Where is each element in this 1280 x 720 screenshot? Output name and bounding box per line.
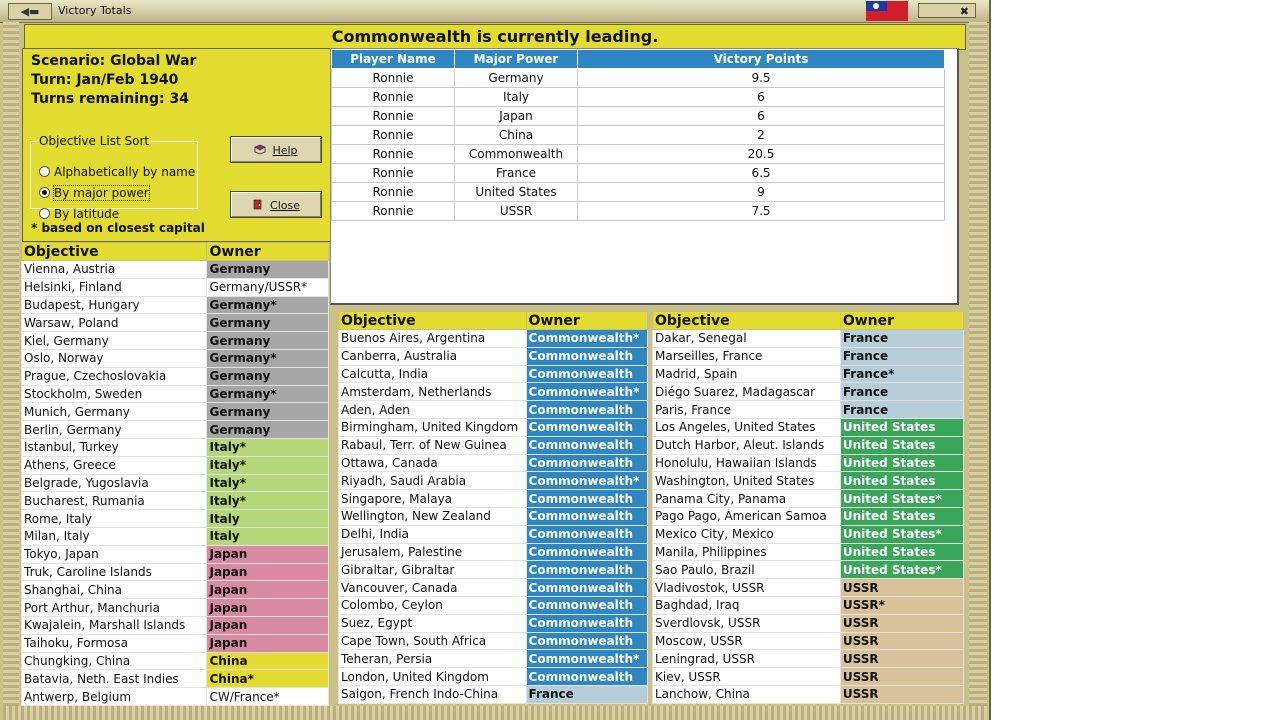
objective-owner: United States* [840,561,963,579]
objective-row [22,438,329,456]
objective-owner: United States [840,418,963,436]
objective-name: Oslo, Norway [22,349,207,367]
objective-owner: Commonwealth [526,401,647,419]
objective-owner: USSR [840,650,963,668]
objective-owner: France [840,347,963,365]
objective-name: Ottawa, Canada [339,454,527,472]
objective-name: Dutch Harbor, Aleut. Islands [653,436,841,454]
objective-name: Vladivostok, USSR [653,579,841,597]
objective-table-middle [338,311,648,704]
victory-points-cell: 20.5 [578,145,945,164]
owner-header: Owner [840,312,963,330]
col-victory-points[interactable]: Victory Points [578,50,945,69]
objective-name: Teheran, Persia [339,650,527,668]
objective-name: Wellington, New Zealand [339,507,527,525]
objective-row [653,490,964,508]
player-name-cell: Ronnie [332,126,455,145]
table-row [332,183,945,202]
window-title: Victory Totals [58,4,132,17]
table-row [332,88,945,107]
table-row [332,69,945,88]
victory-points-cell: 9 [578,183,945,202]
objective-name: Saigon, French Indo-China [339,685,527,703]
objective-name: Gibraltar, Gibraltar [339,561,527,579]
objective-row [22,545,329,563]
objective-owner: Japan [207,545,329,563]
turns-remaining-label: Turns remaining: 34 [31,91,189,107]
objective-row [653,418,964,436]
objective-row [339,685,648,703]
objective-row [22,314,329,332]
info-panel [22,48,332,242]
objective-row [22,261,329,279]
objective-owner: Commonwealth [526,614,647,632]
objective-row [653,454,964,472]
objective-name: Washington, United States [653,472,841,490]
objective-owner: Commonwealth [526,525,647,543]
player-name-cell: Ronnie [332,202,455,221]
major-power-cell: China [455,126,578,145]
objective-name: Suez, Egypt [339,614,527,632]
major-power-cell: Japan [455,107,578,126]
objective-row [22,349,329,367]
objective-row [22,599,329,617]
objective-owner: Commonwealth [526,561,647,579]
objective-owner: Italy* [207,492,329,510]
objective-header: Objective [339,312,527,330]
objective-name: Prague, Czechoslovakia [22,367,207,385]
sort-option-major-power[interactable]: By major power [39,186,149,200]
objective-owner: United States* [840,490,963,508]
objective-owner: Germany* [207,296,329,314]
objective-owner: Germany* [207,385,329,403]
objective-row [339,543,648,561]
radio-icon [39,166,50,177]
objective-owner: United States [840,507,963,525]
objective-row [339,418,648,436]
help-button[interactable]: Help [230,136,322,163]
objective-name: Marseilles, France [653,347,841,365]
objective-row [653,472,964,490]
objective-name: Shanghai, China [22,581,207,599]
table-row [332,145,945,164]
objective-name: Antwerp, Belgium [22,688,207,706]
sort-option-alphabetical[interactable]: Alphabetically by name [39,165,195,179]
objective-header: Objective [22,243,207,261]
major-power-cell: France [455,164,578,183]
objective-name: Tokyo, Japan [22,545,207,563]
objective-name: Kiev, USSR [653,668,841,686]
objective-name: Kiel, Germany [22,332,207,350]
objective-owner: Japan [207,634,329,652]
objective-name: Budapest, Hungary [22,296,207,314]
victory-points-cell: 6.5 [578,164,945,183]
objective-owner: Commonwealth [526,490,647,508]
major-power-cell: Italy [455,88,578,107]
objective-owner: Japan [207,616,329,634]
objective-row [22,474,329,492]
col-major-power[interactable]: Major Power [455,50,578,69]
objective-name: Vienna, Austria [22,261,207,279]
player-name-cell: Ronnie [332,164,455,183]
objective-owner: USSR [840,579,963,597]
objective-row [339,365,648,383]
major-power-cell: USSR [455,202,578,221]
objective-row [339,383,648,401]
objective-owner: Commonwealth [526,543,647,561]
objective-row [22,332,329,350]
objective-row [653,650,964,668]
major-power-cell: Germany [455,69,578,88]
objective-owner: Commonwealth* [526,383,647,401]
player-name-cell: Ronnie [332,145,455,164]
objective-owner: United States [840,436,963,454]
objective-name: Los Angeles, United States [653,418,841,436]
objective-name: Singapore, Malaya [339,490,527,508]
victory-points-cell: 9.5 [578,69,945,88]
objective-owner: Japan [207,563,329,581]
player-name-cell: Ronnie [332,69,455,88]
objective-name: Paris, France [653,401,841,419]
objective-owner: Japan [207,599,329,617]
objective-owner: Commonwealth [526,454,647,472]
objective-owner: Germany [207,314,329,332]
objective-row [653,383,964,401]
objective-owner: France [840,383,963,401]
objective-row [653,525,964,543]
objective-name: Munich, Germany [22,403,207,421]
objective-owner: Commonwealth* [526,472,647,490]
objective-owner: France [526,685,647,703]
victory-points-table [331,49,945,221]
objective-row [22,403,329,421]
objective-owner: USSR* [840,596,963,614]
objective-row [22,634,329,652]
objective-owner: USSR [840,668,963,686]
owner-header: Owner [207,243,329,261]
objective-row [22,510,329,528]
capital-footnote: * based on closest capital [31,221,205,235]
objective-sort-group [30,134,198,221]
victory-points-rows [332,69,945,221]
objective-name: Athens, Greece [22,456,207,474]
objective-name: Calcutta, India [339,365,527,383]
objective-row [339,525,648,543]
objective-owner: Germany/USSR* [207,278,329,296]
objective-name: Milan, Italy [22,527,207,545]
objective-owner: France [840,401,963,419]
victory-points-panel [330,48,959,305]
objective-name: Cape Town, South Africa [339,632,527,650]
objective-name: Stockholm, Sweden [22,385,207,403]
objective-row [653,401,964,419]
objective-owner: United States* [840,525,963,543]
leading-headline: Commonwealth is currently leading. [24,24,966,50]
objective-row [22,385,329,403]
radio-selected-icon [39,187,50,198]
radio-icon [39,208,50,219]
objective-row [22,296,329,314]
objective-owner: Japan [207,581,329,599]
objective-owner: Italy* [207,438,329,456]
objective-owner: Italy [207,527,329,545]
objective-row [653,596,964,614]
objective-row [339,561,648,579]
objective-owner: Germany [207,421,329,439]
objective-name: Delhi, India [339,525,527,543]
objective-owner: Commonwealth* [526,650,647,668]
objective-row [653,561,964,579]
objective-name: Panama City, Panama [653,490,841,508]
objective-name: Dakar, Senegal [653,330,841,348]
objective-row [22,616,329,634]
objective-name: Mexico City, Mexico [653,525,841,543]
objective-owner: China [207,652,329,670]
objective-name: Sverdlovsk, USSR [653,614,841,632]
objective-name: Pago Pago, American Samoa [653,507,841,525]
objective-row [653,579,964,597]
objective-row [339,579,648,597]
objective-name: Rome, Italy [22,510,207,528]
objective-name: Honolulu, Hawaiian Islands [653,454,841,472]
table-row [332,126,945,145]
objective-owner: Germany [207,367,329,385]
objective-row [22,456,329,474]
victory-points-cell: 7.5 [578,202,945,221]
frame-left [3,22,19,712]
objective-name: Istanbul, Turkey [22,438,207,456]
objective-name: Berlin, Germany [22,421,207,439]
objective-owner: Italy [207,510,329,528]
objective-owner: USSR [840,632,963,650]
major-power-cell: United States [455,183,578,202]
nation-flag-icon [866,1,908,21]
close-door-icon [252,199,264,210]
objective-name: Madrid, Spain [653,365,841,383]
objective-row [339,436,648,454]
objective-name: Canberra, Australia [339,347,527,365]
objective-owner: France* [840,365,963,383]
objective-owner: Germany [207,403,329,421]
objective-row [653,347,964,365]
frame-bottom [3,706,987,720]
objective-name: Riyadh, Saudi Arabia [339,472,527,490]
objective-owner: Germany [207,261,329,279]
objective-name: Sao Paulo, Brazil [653,561,841,579]
objective-name: Taihoku, Formosa [22,634,207,652]
objective-row [22,278,329,296]
objective-row [339,596,648,614]
objective-name: Bucharest, Rumania [22,492,207,510]
objective-row [339,472,648,490]
objective-owner: Commonwealth [526,507,647,525]
objective-owner: Commonwealth* [526,330,647,348]
sort-group-legend: Objective List Sort [39,134,150,148]
objective-row [339,632,648,650]
objective-name: Helsinki, Finland [22,278,207,296]
objective-row [339,507,648,525]
objective-owner: Commonwealth [526,347,647,365]
victory-points-cell: 2 [578,126,945,145]
objective-owner: Italy* [207,456,329,474]
objective-row [22,688,329,706]
victory-points-cell: 6 [578,107,945,126]
objective-table-left [21,242,329,706]
objective-row [653,668,964,686]
objective-row [653,685,964,703]
help-book-icon [254,144,266,155]
objective-row [22,367,329,385]
objective-name: London, United Kingdom [339,668,527,686]
objective-name: Aden, Aden [339,401,527,419]
table-row [332,107,945,126]
objective-row [653,614,964,632]
objective-name: Truk, Caroline Islands [22,563,207,581]
objective-name: Diégo Suarez, Madagascar [653,383,841,401]
objective-name: Manila, Philippines [653,543,841,561]
objective-row [339,454,648,472]
col-player-name[interactable]: Player Name [332,50,455,69]
objective-owner: Germany* [207,349,329,367]
objective-name: Warsaw, Poland [22,314,207,332]
turn-label: Turn: Jan/Feb 1940 [31,72,179,88]
frame-right [969,22,987,712]
objective-owner: Commonwealth [526,579,647,597]
objective-row [339,614,648,632]
sort-option-latitude[interactable]: By latitude [39,207,119,221]
objective-owner: Italy* [207,474,329,492]
objective-name: Baghdad, Iraq [653,596,841,614]
objective-owner: Commonwealth [526,632,647,650]
objective-owner: France [840,330,963,348]
objective-name: Jerusalem, Palestine [339,543,527,561]
objective-owner: Commonwealth [526,418,647,436]
objective-owner: Commonwealth [526,436,647,454]
objective-owner: United States [840,472,963,490]
system-menu-button[interactable]: ◀▬ [8,3,52,20]
objective-table-right [652,311,964,704]
objective-owner: China* [207,670,329,688]
objective-owner: Germany [207,332,329,350]
objective-name: Lanchow, China [653,685,841,703]
objective-name: Batavia, Neth. East Indies [22,670,207,688]
objective-row [653,632,964,650]
objective-row [653,365,964,383]
objective-owner: Commonwealth [526,668,647,686]
owner-header: Owner [526,312,647,330]
objective-name: Rabaul, Terr. of New Guinea [339,436,527,454]
objective-row [22,421,329,439]
objective-name: Chungking, China [22,652,207,670]
objective-row [653,507,964,525]
objective-owner: CW/France* [207,688,329,706]
objective-row [653,436,964,454]
objective-row [339,668,648,686]
objective-header: Objective [653,312,841,330]
title-bar[interactable] [0,0,989,23]
player-name-cell: Ronnie [332,183,455,202]
objective-row [22,581,329,599]
objective-name: Port Arthur, Manchuria [22,599,207,617]
objective-owner: United States [840,543,963,561]
objective-owner: USSR [840,685,963,703]
player-name-cell: Ronnie [332,88,455,107]
table-row [332,164,945,183]
objective-name: Moscow, USSR [653,632,841,650]
close-window-button[interactable]: ✖ [918,3,976,18]
scenario-label: Scenario: Global War [31,53,197,69]
objective-owner: Commonwealth [526,596,647,614]
major-power-cell: Commonwealth [455,145,578,164]
player-name-cell: Ronnie [332,107,455,126]
objective-owner: Commonwealth [526,365,647,383]
objective-row [339,401,648,419]
objective-row [653,330,964,348]
objective-row [22,563,329,581]
objective-name: Leningrad, USSR [653,650,841,668]
objective-row [22,670,329,688]
table-row [332,202,945,221]
victory-points-cell: 6 [578,88,945,107]
objective-row [339,330,648,348]
objective-row [339,650,648,668]
objective-row [339,347,648,365]
objective-row [339,490,648,508]
objective-name: Colombo, Ceylon [339,596,527,614]
close-button[interactable]: Close [230,191,322,218]
objective-row [22,492,329,510]
objective-owner: United States [840,454,963,472]
objective-name: Buenos Aires, Argentina [339,330,527,348]
objective-row [653,543,964,561]
objective-row [22,527,329,545]
objective-name: Amsterdam, Netherlands [339,383,527,401]
objective-name: Birmingham, United Kingdom [339,418,527,436]
objective-name: Belgrade, Yugoslavia [22,474,207,492]
objective-name: Vancouver, Canada [339,579,527,597]
objective-row [22,652,329,670]
objective-name: Kwajalein, Marshall Islands [22,616,207,634]
objective-owner: USSR [840,614,963,632]
